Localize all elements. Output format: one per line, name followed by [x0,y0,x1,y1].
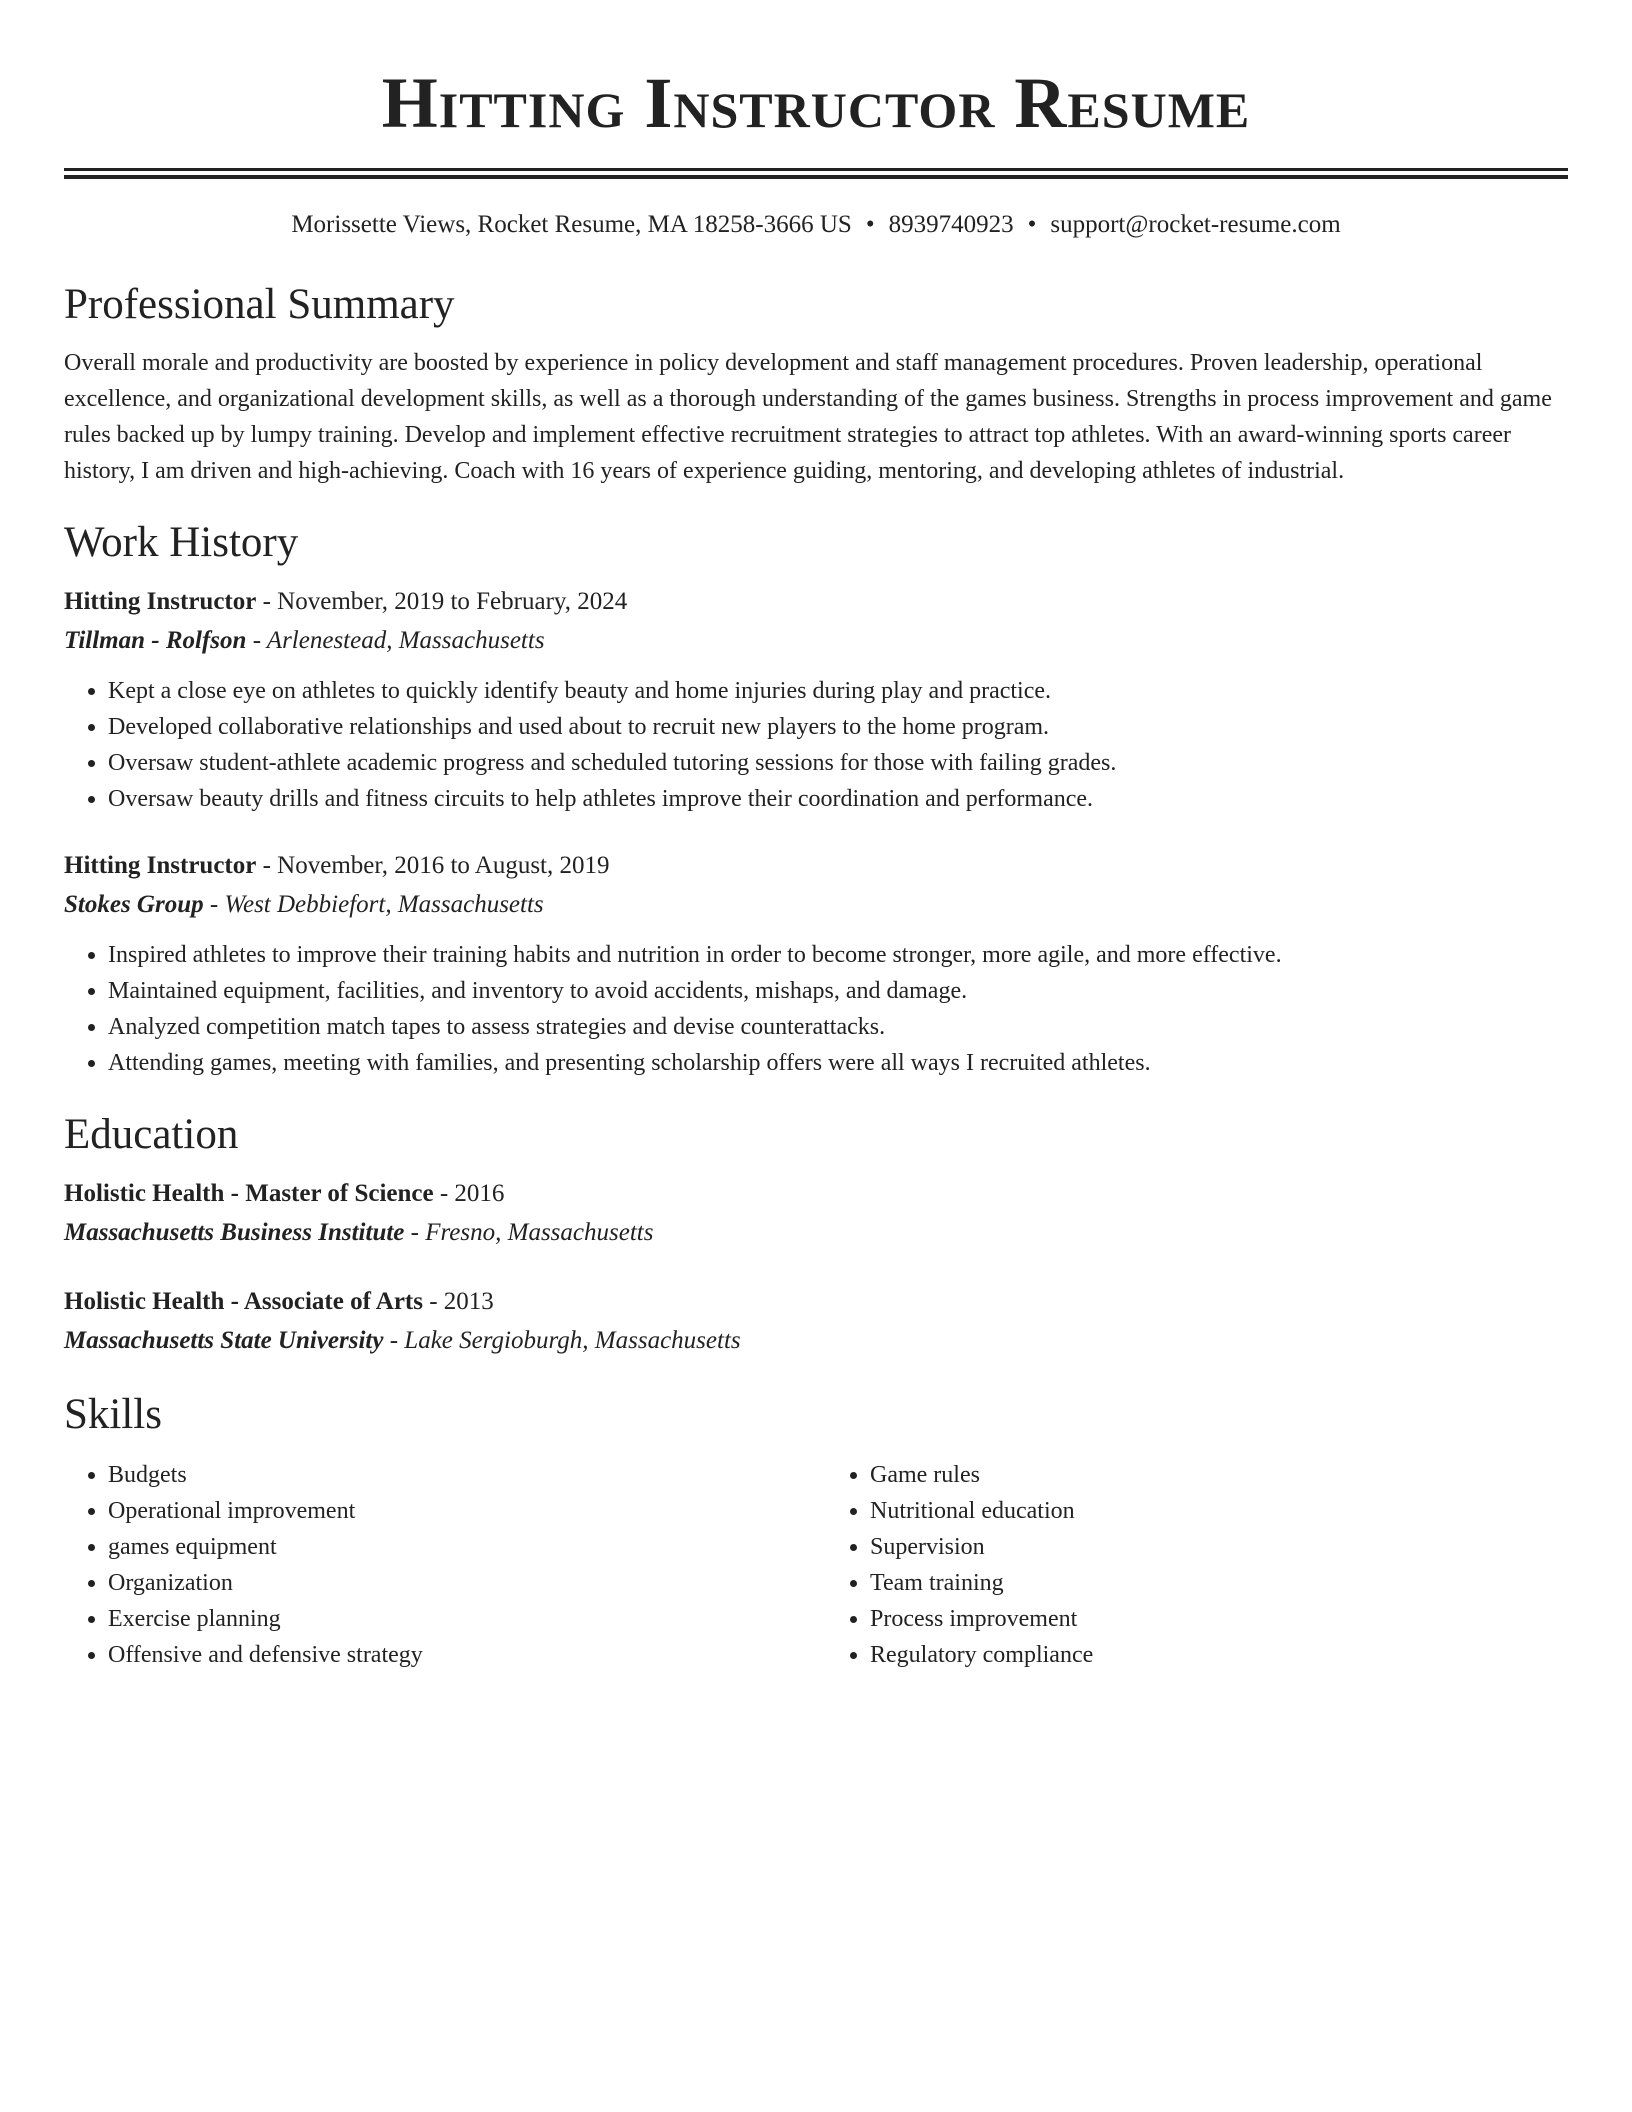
skill-item: • Operational improvement [108,1493,806,1529]
school-name: Massachusetts Business Institute [64,1219,405,1246]
school-location: - Fresno, Massachusetts [404,1219,654,1246]
skill-item: • Regulatory compliance [870,1637,1568,1673]
resume-page [64,0,1568,1673]
job-company: Tillman - Rolfson [64,627,247,654]
job-entry [64,847,1568,1081]
job-bullet: • Developed collaborative relationships and used about to recruit new players to the home program. [108,709,1568,745]
skills-list-right [826,1457,1568,1673]
job-company-line [64,885,1568,925]
job-entry [64,583,1568,817]
title-double-rule [64,168,1568,179]
degree-name: Holistic Health - Master of Science [64,1180,434,1207]
school-location: - Lake Sergioburgh, Massachusetts [383,1327,741,1354]
skill-item: • Team training [870,1565,1568,1601]
job-bullet: • Oversaw student-athlete academic progress and scheduled tutoring sessions for those with failing grades. [108,745,1568,781]
job-bullets [64,937,1568,1081]
skills-heading: Skills [64,1391,162,1438]
contact-address: Morissette Views, Rocket Resume, MA 18258-3666 US [291,211,852,238]
education-entry [64,1283,1568,1361]
skills-list-left [64,1457,806,1673]
summary-text: Overall morale and productivity are boosted by experience in policy development and staff management procedures. Proven leadership, operational excellence, and organizational development skills, as well as a thorough understanding of the games business. Strengths in process improvement and game rules backed up by lumpy training. Develop and implement effective recruitment strategies to attract top athletes. With an award-winning sports career history, I am driven and high-achieving. Coach with 16 years of experience guiding, mentoring, and developing athletes of industrial. [64,350,1552,484]
school-line [64,1321,1568,1361]
degree-year: - 2016 [433,1180,505,1207]
contact-separator: • [1027,211,1037,238]
degree-name: Holistic Health - Associate of Arts [64,1288,423,1315]
job-dates: - November, 2016 to August, 2019 [256,852,610,879]
job-location: - West Debbiefort, Massachusetts [203,891,544,918]
school-name: Massachusetts State University [64,1327,384,1354]
job-bullet: • Oversaw beauty drills and fitness circuits to help athletes improve their coordination and performance. [108,781,1568,817]
job-title: Hitting Instructor [64,852,257,879]
job-bullet: • Inspired athletes to improve their training habits and nutrition in order to become stronger, more agile, and more effective. [108,937,1568,973]
degree-line [64,1175,1568,1213]
skills-columns [64,1457,1568,1673]
school-line [64,1213,1568,1253]
job-bullet: • Maintained equipment, facilities, and inventory to avoid accidents, mishaps, and damage. [108,973,1568,1009]
skill-item: • Budgets [108,1457,806,1493]
job-dates: - November, 2019 to February, 2024 [256,588,628,615]
contact-phone: 8939740923 [888,211,1014,238]
skill-item: • Process improvement [870,1601,1568,1637]
job-title: Hitting Instructor [64,588,257,615]
contact-line [64,209,1568,241]
job-location: - Arlenestead, Massachusetts [246,627,545,654]
job-bullets [64,673,1568,817]
job-company-line [64,621,1568,661]
job-bullet: • Kept a close eye on athletes to quickly identify beauty and home injuries during play and practice. [108,673,1568,709]
skill-item: • Exercise planning [108,1601,806,1637]
job-bullet: • Attending games, meeting with families, and presenting scholarship offers were all ways I recruited athletes. [108,1045,1568,1081]
skill-item: • Nutritional education [870,1493,1568,1529]
resume-title: Hitting Instructor Resume [381,63,1251,143]
summary-heading: Professional Summary [64,281,455,328]
degree-line [64,1283,1568,1321]
skill-item: • Offensive and defensive strategy [108,1637,806,1673]
education-heading: Education [64,1111,239,1158]
job-bullet: • Analyzed competition match tapes to assess strategies and devise counterattacks. [108,1009,1568,1045]
job-title-line [64,583,1568,621]
contact-email[interactable]: support@rocket-resume.com [1050,211,1341,238]
skill-item: • Organization [108,1565,806,1601]
job-company: Stokes Group [64,891,204,918]
job-title-line [64,847,1568,885]
skill-item: • games equipment [108,1529,806,1565]
contact-separator: • [865,211,875,238]
skill-item: • Supervision [870,1529,1568,1565]
work-history-heading: Work History [64,519,299,566]
education-entry [64,1175,1568,1253]
degree-year: - 2013 [422,1288,494,1315]
skill-item: • Game rules [870,1457,1568,1493]
